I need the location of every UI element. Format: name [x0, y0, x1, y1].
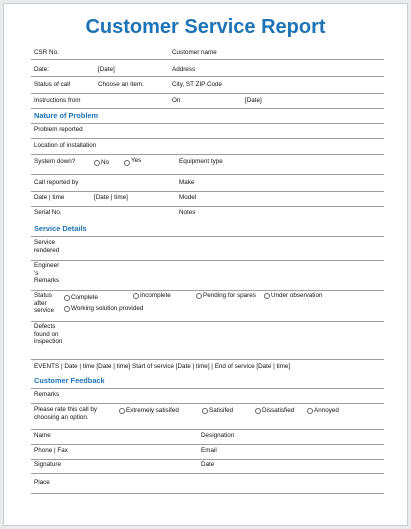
- engineer-remarks-label: Engineer 's Remarks: [34, 262, 60, 284]
- divider: [31, 236, 384, 237]
- divider: [31, 59, 384, 60]
- divider: [31, 108, 384, 109]
- divider: [31, 93, 384, 94]
- divider: [31, 388, 384, 389]
- customer-name-label: Customer name: [172, 49, 217, 56]
- report-title: Customer Service Report: [85, 16, 326, 38]
- make-label: Make: [179, 179, 195, 186]
- complete-label: Complete: [71, 294, 98, 301]
- serial-no-label: Serial No.: [34, 209, 62, 216]
- city-label: City, ST ZIP Code: [172, 81, 223, 88]
- dissatisfied-label: Dissatisfied: [262, 407, 295, 414]
- date-time-field[interactable]: [Date | time]: [94, 194, 128, 201]
- problem-reported-label: Problem reported: [34, 126, 83, 133]
- annoyed-label: Annoyed: [314, 407, 339, 414]
- call-reported-by-label: Call reported by: [34, 179, 79, 186]
- report-page: [3, 3, 408, 526]
- divider: [31, 403, 384, 404]
- service-rendered-label: Service rendered: [34, 239, 60, 254]
- divider: [31, 290, 384, 291]
- status-of-call-select[interactable]: Choose an item.: [98, 81, 144, 88]
- extremely-satisfied-radio[interactable]: [119, 408, 125, 414]
- status-of-call-label: Status of call: [34, 81, 71, 88]
- divider: [31, 459, 384, 460]
- date-label: Date:: [34, 66, 50, 73]
- pending-spares-label: Pending for spares: [203, 292, 256, 299]
- dissatisfied-radio[interactable]: [255, 408, 261, 414]
- divider: [31, 76, 384, 77]
- divider: [31, 321, 384, 322]
- on-date-field[interactable]: [Date]: [245, 97, 262, 104]
- feedback-heading: Customer Feedback: [34, 376, 105, 385]
- working-solution-label: Working solution provided: [71, 305, 144, 312]
- under-observation-label: Under observation: [271, 292, 323, 299]
- satisfied-label: Satisifed: [209, 407, 234, 414]
- nature-heading: Nature of Problem: [34, 111, 99, 120]
- incomplete-label: Incomplete: [140, 292, 171, 299]
- satisfied-radio[interactable]: [202, 408, 208, 414]
- rate-prompt-label: Please rate this call by choosing an option.: [34, 406, 97, 421]
- remarks-label: Remarks: [34, 391, 60, 398]
- place-label: Place: [34, 479, 50, 486]
- divider: [31, 123, 384, 124]
- annoyed-radio[interactable]: [307, 408, 313, 414]
- extremely-satisfied-label: Extremely satisifed: [126, 407, 179, 414]
- signature-date-label: Date: [201, 461, 215, 468]
- yes-radio[interactable]: [124, 160, 130, 166]
- service-heading: Service Details: [34, 224, 87, 233]
- notes-label: Notes: [179, 209, 196, 216]
- pending-spares-radio[interactable]: [196, 293, 202, 299]
- incomplete-radio[interactable]: [133, 293, 139, 299]
- csr-no-label: CSR No.: [34, 49, 59, 56]
- date-time-label: Date | time: [34, 194, 65, 201]
- complete-radio[interactable]: [64, 295, 70, 301]
- location-label: Location of installation: [34, 142, 97, 149]
- divider: [31, 154, 384, 155]
- model-label: Model: [179, 194, 197, 201]
- divider: [31, 473, 384, 474]
- email-label: Email: [201, 447, 217, 454]
- name-label: Name: [34, 432, 51, 439]
- date-field[interactable]: [Date]: [98, 66, 115, 73]
- instructions-from-label: Instructions from: [34, 97, 81, 104]
- equipment-type-label: Equipment type: [179, 158, 223, 165]
- signature-label: Signature: [34, 461, 61, 468]
- defects-label: Defects found on inspection: [34, 323, 63, 345]
- divider: [31, 174, 384, 175]
- working-solution-radio[interactable]: [64, 306, 70, 312]
- under-observation-radio[interactable]: [264, 293, 270, 299]
- system-down-label: System down?: [34, 158, 76, 165]
- no-radio[interactable]: [94, 160, 100, 166]
- divider: [31, 359, 384, 360]
- divider: [31, 493, 384, 494]
- address-label: Address: [172, 66, 196, 73]
- divider: [31, 429, 384, 430]
- on-label: On: [172, 97, 181, 104]
- designation-label: Designation: [201, 432, 235, 439]
- status-after-label: Status after service: [34, 292, 54, 314]
- no-label: No: [101, 159, 110, 166]
- divider: [31, 138, 384, 139]
- divider: [31, 260, 384, 261]
- divider: [31, 191, 384, 192]
- yes-label: Yes: [131, 157, 142, 164]
- events-row: EVENTS | Date | time [Date | time] Start of service [Date | time] | End of service [Date | time]: [34, 363, 291, 370]
- phone-fax-label: Phone | Fax: [34, 447, 68, 454]
- divider: [31, 444, 384, 445]
- divider: [31, 206, 384, 207]
